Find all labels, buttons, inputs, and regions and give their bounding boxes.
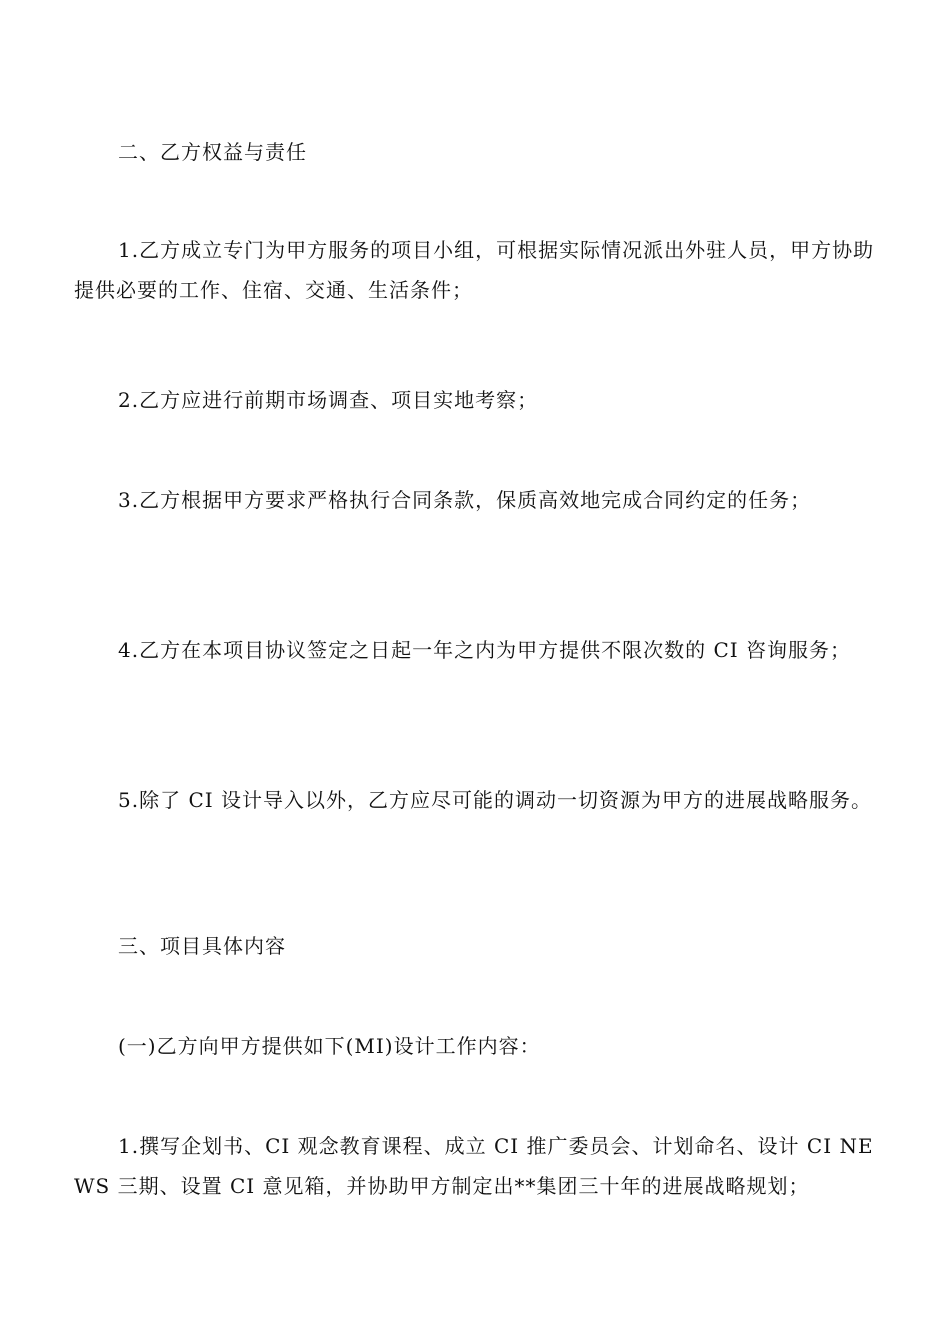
section-2-item-5: 5.除了 CI 设计导入以外，乙方应尽可能的调动一切资源为甲方的进展战略服务。 bbox=[118, 788, 872, 812]
section-2-item-3: 3.乙方根据甲方要求严格执行合同条款，保质高效地完成合同约定的任务； bbox=[118, 488, 812, 512]
section-2-heading: 二、乙方权益与责任 bbox=[118, 140, 307, 164]
section-2-item-1: 1.乙方成立专门为甲方服务的项目小组，可根据实际情况派出外驻人员，甲方协助提供必要的工作、住宿、交通、生活条件； bbox=[74, 238, 875, 302]
section-3-sub-heading: (一)乙方向甲方提供如下(MI)设计工作内容： bbox=[118, 1034, 541, 1058]
section-3-heading: 三、项目具体内容 bbox=[118, 934, 286, 958]
section-2-item-4: 4.乙方在本项目协议签定之日起一年之内为甲方提供不限次数的 CI 咨询服务； bbox=[118, 638, 851, 662]
section-3-item-1: 1.撰写企划书、CI 观念教育课程、成立 CI 推广委员会、计划命名、设计 CI NEWS 三期、设置 CI 意见箱，并协助甲方制定出**集团三十年的进展战略规划； bbox=[74, 1134, 874, 1198]
section-2-item-2: 2.乙方应进行前期市场调查、项目实地考察； bbox=[118, 388, 539, 412]
